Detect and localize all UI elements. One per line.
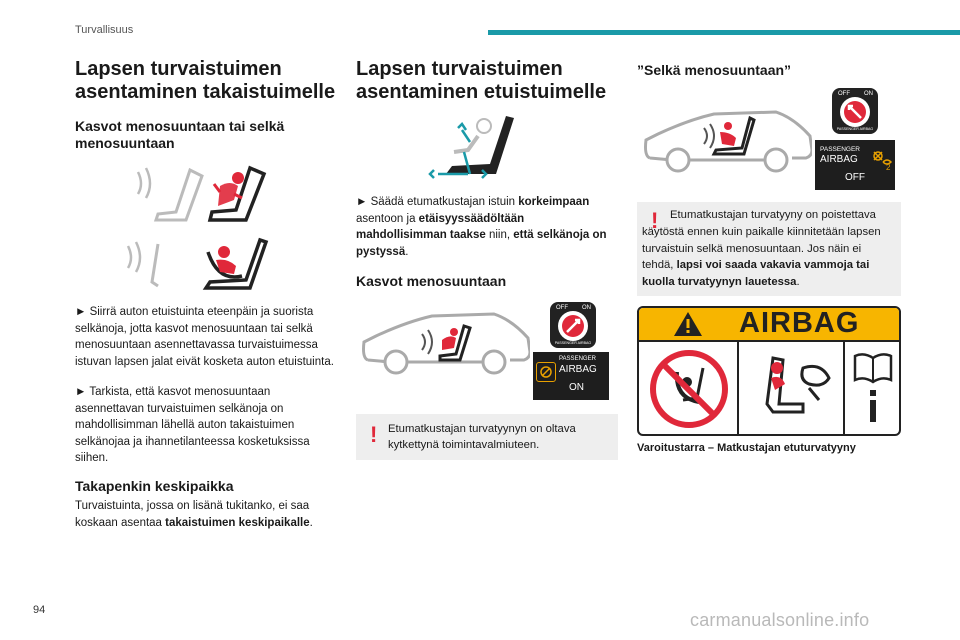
col1-title: Lapsen turvaistuimen asentaminen takaistuimelle (75, 58, 336, 103)
warning-exclamation-icon: ! (651, 208, 659, 233)
col2-paragraph-adjust: ► Säädä etumatkustajan istuin korkeimpaan asentoon ja etäisyyssäädöltään mahdollisimman taakse niin, että selkänoja on pystyssä. (356, 196, 607, 258)
col1-paragraph-adjust: ► Siirrä auton etuistuinta eteenpäin ja suorista selkänoja, jotta kasvot menosuuntaan tai selkä menosuuntaan asennettavassa turvaistuimessa istuvan lapsen jalat eivät kosketa auton etuistuinta. (75, 306, 334, 368)
airbag-status-icon (536, 362, 556, 382)
airbag-switch-badge-col3: OFF ON PASSENGER AIRBAG (832, 88, 878, 134)
page-number: 94 (33, 604, 46, 616)
svg-text:2: 2 (886, 163, 891, 172)
airbag-switch-badge: OFF ON PASSENGER AIRBAG (550, 302, 596, 348)
airbag-warning-label (637, 306, 901, 436)
watermark: carmanualsonline.info (690, 610, 870, 630)
col2-title: Lapsen turvaistuimen asentaminen etuistuimelle (356, 58, 607, 103)
warning-exclamation-icon: ! (370, 422, 378, 447)
col2-subtitle: Kasvot menosuuntaan (356, 273, 507, 289)
passenger-airbag-off-indicator: PASSENGER AIRBAG OFF 2 (815, 140, 895, 190)
no-rear-facing-seat-icon (647, 348, 731, 430)
col1-paragraph-check: ► Tarkista, että kasvot menosuuntaan asennettavan turvaistuimen selkänoja on mahdollisimman lähellä auton takaistuimen selkänojaa ja ihannetilanteessa kosketuksissa siihen. (75, 386, 310, 465)
col1-subtitle: Kasvot menosuuntaan tai selkä menosuuntaan (75, 118, 285, 151)
rear-seat-rear-facing-illustration (120, 236, 270, 290)
col3-warning-text: Etumatkustajan turvatyyny on poistettava käytöstä ennen kuin paikalle kiinnitetään lapsen turvaistuin selkä menosuuntaan. Jos näin ei tehdä, lapsi voi saada vakavia vammoja tai kuolla turvatyynyn lauetessa. (642, 209, 881, 289)
airbag-deploy-seat-icon (743, 348, 839, 430)
col2-warning-box (356, 414, 618, 460)
owners-manual-icon (851, 348, 895, 430)
car-forward-facing-illustration (360, 312, 530, 376)
col3-subtitle: ”Selkä menosuuntaan” (637, 62, 792, 78)
col3-warning-box (637, 202, 901, 296)
warning-triangle-icon (673, 311, 703, 337)
header-accent-bar (488, 30, 960, 35)
airbag-label-title: AIRBAG (739, 307, 860, 339)
col2-warning-text: Etumatkustajan turvatyynyn on oltava kytkettynä toimintavalmiuteen. (388, 423, 576, 451)
airbag-label-caption: Varoitustarra – Matkustajan etuturvatyyny (637, 442, 856, 454)
col1-paragraph-center: Turvaistuinta, jossa on lisänä tukitanko, ei saa koskaan asentaa takaistuimen keskipaikalle. (75, 500, 313, 529)
airbag-disabled-icon (871, 148, 893, 172)
col1-subtitle-center: Takapenkin keskipaikka (75, 478, 234, 494)
front-seat-adjust-illustration (428, 112, 520, 186)
passenger-airbag-on-indicator: PASSENGER AIRBAG ON (533, 352, 609, 400)
rear-seat-forward-facing-illustration (130, 164, 275, 224)
car-rear-facing-illustration (642, 106, 812, 176)
section-label: Turvallisuus (75, 24, 134, 36)
